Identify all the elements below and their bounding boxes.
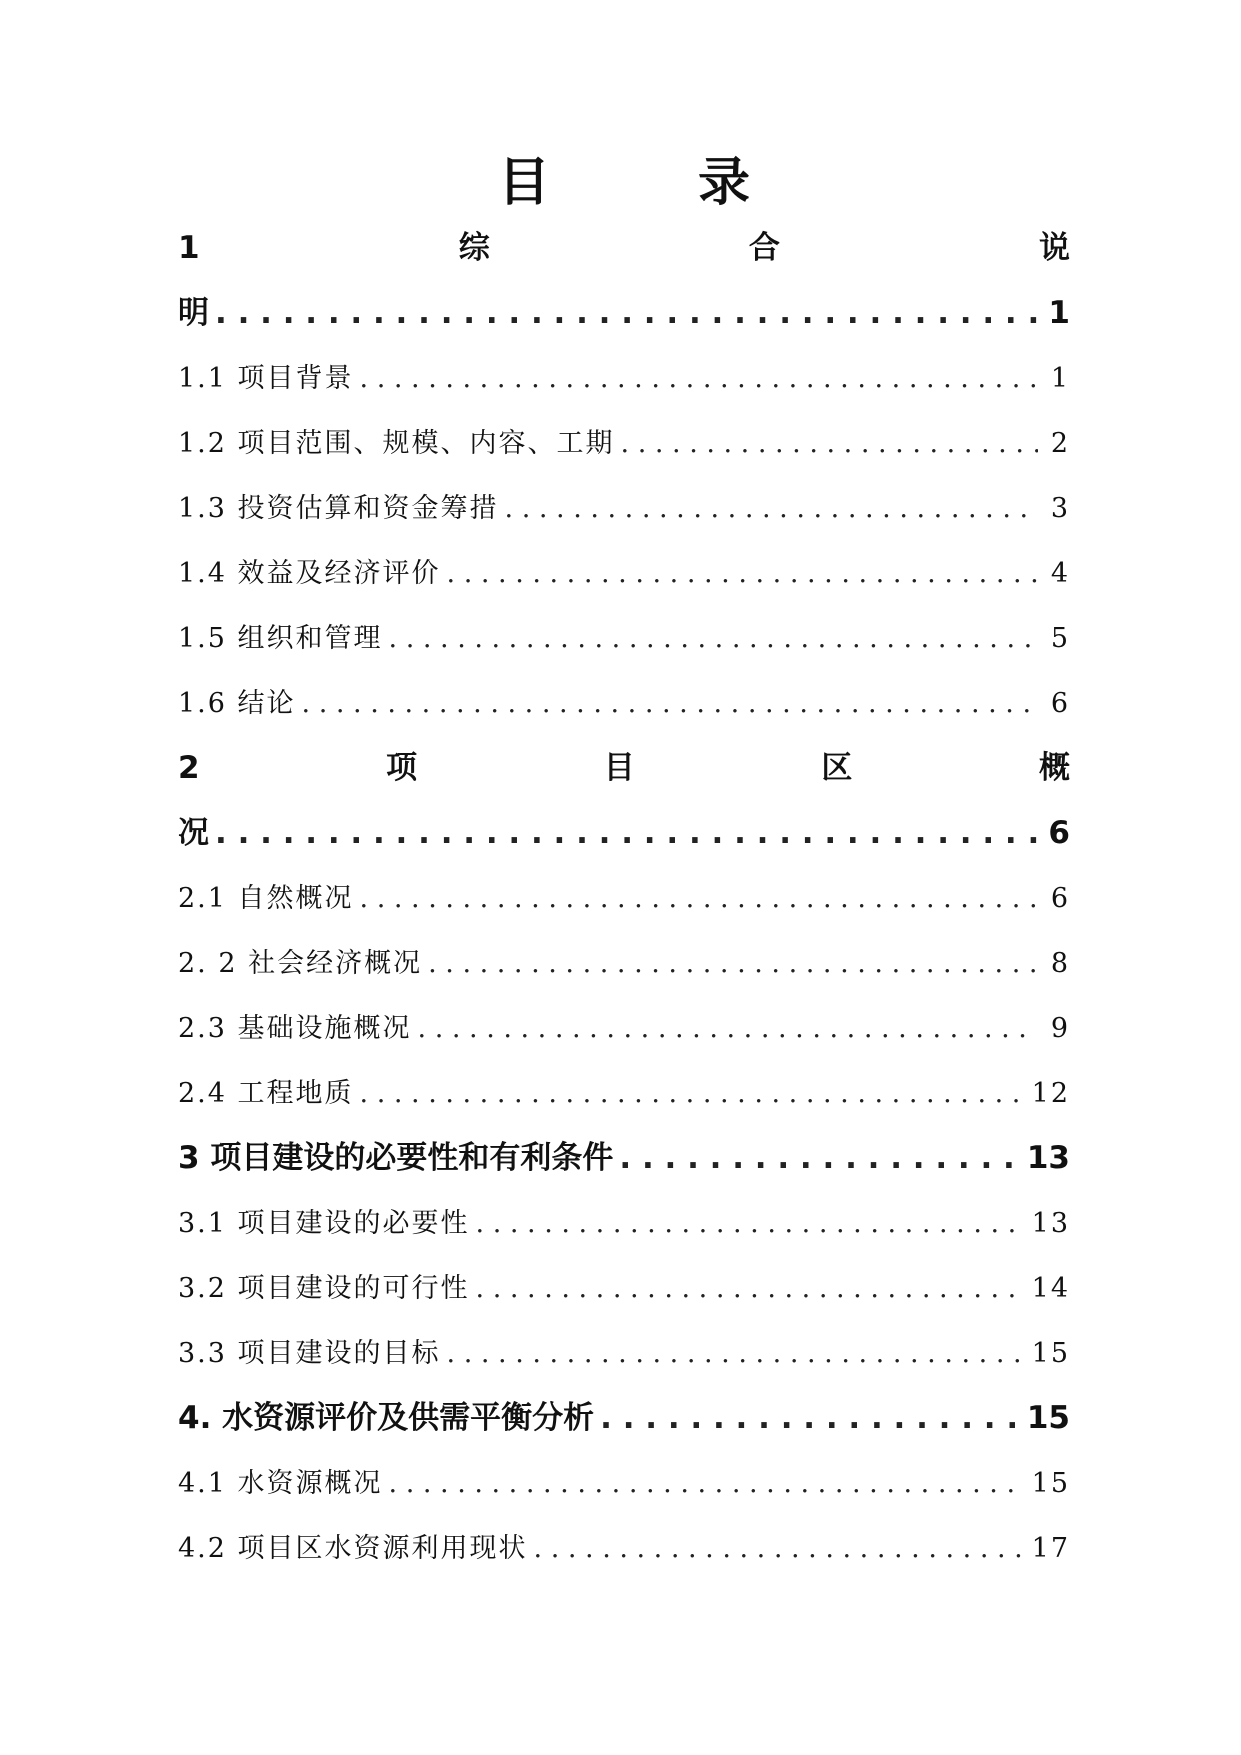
toc-entry[interactable] (178, 411, 1070, 476)
toc-entry-chapter-1[interactable] (178, 281, 1070, 346)
dot-leader (600, 1386, 1021, 1451)
toc-entry-label: 1.1 项目背景 (178, 363, 354, 394)
title-char-1: 目 (497, 153, 550, 213)
dot-leader (619, 1126, 1020, 1191)
dot-leader (534, 1516, 1026, 1581)
title-char-2: 录 (698, 153, 751, 213)
dot-leader (428, 931, 1038, 996)
toc-entry-label: 2. 2 社会经济概况 (178, 948, 423, 979)
toc-page-number: 2 (1050, 428, 1070, 459)
toc-entry-label: 4.2 项目区水资源利用现状 (178, 1533, 528, 1564)
toc-entry[interactable] (178, 866, 1070, 931)
dot-leader (418, 996, 1038, 1061)
toc-page-number: 9 (1050, 1013, 1070, 1044)
toc-page-number: 15 (1026, 1400, 1070, 1436)
chapter-1-char: 合 (748, 230, 780, 266)
dot-leader (447, 541, 1038, 606)
dot-leader (389, 1451, 1026, 1516)
chapter-2-char: 目 (603, 750, 635, 786)
toc-title (178, 150, 1070, 216)
toc-page-number: 6 (1048, 815, 1070, 851)
toc-entry[interactable] (178, 1061, 1070, 1126)
toc-entry[interactable] (178, 996, 1070, 1061)
toc-entry-label: 2.4 工程地质 (178, 1078, 354, 1109)
toc-page-number: 1 (1048, 295, 1070, 331)
toc-entry-label: 1.5 组织和管理 (178, 623, 383, 654)
dot-leader (447, 1321, 1026, 1386)
toc-page-number: 4 (1050, 558, 1070, 589)
toc-entry-label: 3.3 项目建设的目标 (178, 1338, 441, 1369)
toc-entry-label: 4.1 水资源概况 (178, 1468, 383, 1499)
toc-page-number: 8 (1050, 948, 1070, 979)
toc-page-number: 1 (1050, 363, 1070, 394)
toc-page-number: 6 (1050, 883, 1070, 914)
chapter-2-heading-line (178, 736, 1070, 801)
toc-entry[interactable] (178, 1516, 1070, 1581)
chapter-2-char: 区 (821, 750, 853, 786)
dot-leader (215, 281, 1038, 346)
toc-page (178, 150, 1070, 1581)
dot-leader (360, 346, 1038, 411)
toc-page-number: 12 (1031, 1078, 1070, 1109)
dot-leader (215, 801, 1038, 866)
toc-entry-chapter-2[interactable] (178, 801, 1070, 866)
dot-leader (621, 411, 1038, 476)
chapter-2-char: 项 (386, 750, 418, 786)
chapter-1-number: 1 (178, 230, 200, 266)
toc-entry-label: 3 项目建设的必要性和有利条件 (178, 1140, 614, 1176)
toc-entry[interactable] (178, 931, 1070, 996)
toc-entry-label: 3.1 项目建设的必要性 (178, 1208, 470, 1239)
toc-entry[interactable] (178, 541, 1070, 606)
toc-entry-label: 2.1 自然概况 (178, 883, 354, 914)
toc-page-number: 13 (1031, 1208, 1070, 1239)
toc-page-number: 17 (1031, 1533, 1070, 1564)
chapter-2-char: 概 (1038, 750, 1070, 786)
toc-page-number: 15 (1031, 1338, 1070, 1369)
toc-entry-label: 明 (178, 295, 209, 331)
toc-entry[interactable] (178, 1191, 1070, 1256)
dot-leader (302, 671, 1038, 736)
toc-entry[interactable] (178, 1451, 1070, 1516)
toc-page-number: 15 (1031, 1468, 1070, 1499)
toc-entry-label: 4. 水资源评价及供需平衡分析 (178, 1400, 595, 1436)
toc-entry[interactable] (178, 1321, 1070, 1386)
dot-leader (476, 1191, 1026, 1256)
toc-page-number: 6 (1050, 688, 1070, 719)
toc-page-number: 5 (1050, 623, 1070, 654)
chapter-2-number: 2 (178, 750, 200, 786)
dot-leader (476, 1256, 1026, 1321)
toc-entry-label: 3.2 项目建设的可行性 (178, 1273, 470, 1304)
toc-entry-label: 1.6 结论 (178, 688, 296, 719)
toc-entry[interactable] (178, 476, 1070, 541)
toc-entry[interactable] (178, 346, 1070, 411)
toc-entry-label: 况 (178, 815, 209, 851)
toc-entry-label: 2.3 基础设施概况 (178, 1013, 412, 1044)
chapter-1-char: 说 (1039, 230, 1070, 266)
toc-entry[interactable] (178, 606, 1070, 671)
toc-page-number: 3 (1050, 493, 1070, 524)
toc-entry-label: 1.3 投资估算和资金筹措 (178, 493, 499, 524)
dot-leader (505, 476, 1038, 541)
toc-entry-label: 1.4 效益及经济评价 (178, 558, 441, 589)
toc-entry-chapter-3[interactable] (178, 1126, 1070, 1191)
toc-entry[interactable] (178, 1256, 1070, 1321)
toc-entry-chapter-4[interactable] (178, 1386, 1070, 1451)
dot-leader (360, 1061, 1026, 1126)
dot-leader (389, 606, 1038, 671)
chapter-1-heading-line (178, 216, 1070, 281)
toc-entry[interactable] (178, 671, 1070, 736)
toc-page-number: 14 (1031, 1273, 1070, 1304)
dot-leader (360, 866, 1038, 931)
toc-entry-label: 1.2 项目范围、规模、内容、工期 (178, 428, 615, 459)
toc-page-number: 13 (1026, 1140, 1070, 1176)
chapter-1-char: 综 (458, 230, 490, 266)
